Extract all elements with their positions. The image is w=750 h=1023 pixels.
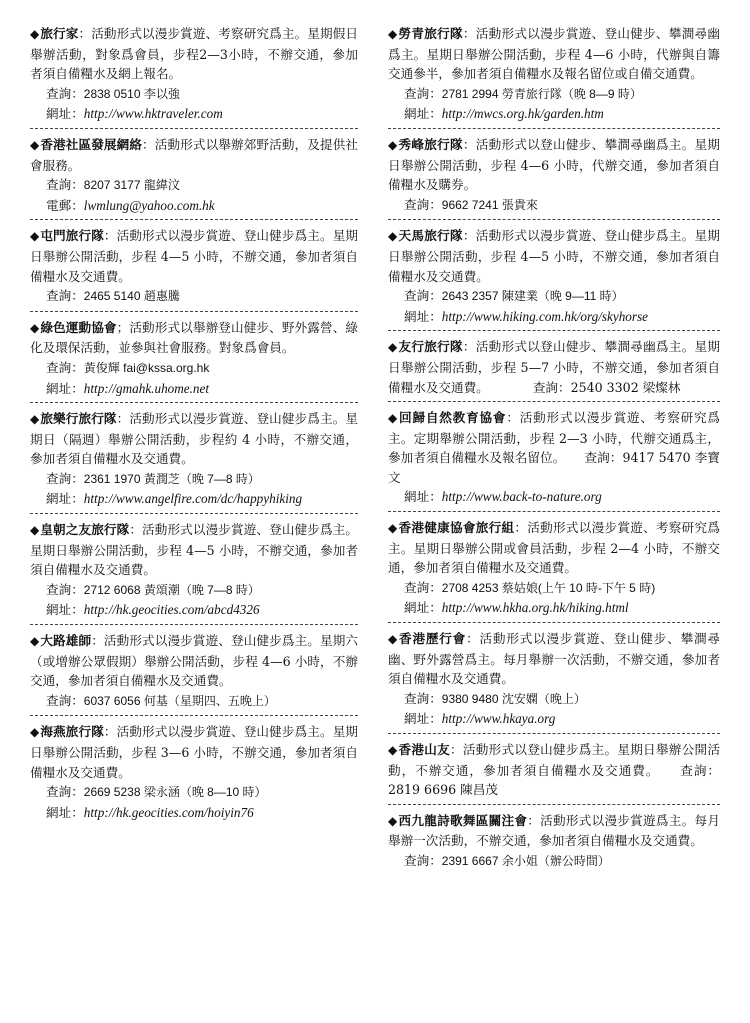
club-description [388, 337, 720, 397]
line-label: 網址： [404, 489, 442, 505]
club-entry [388, 809, 720, 876]
line-label: 網址： [46, 602, 84, 618]
website-link[interactable]: http://www.angelfire.com/dc/happyhiking [83, 491, 303, 507]
diamond-bullet-icon: ◆ [388, 229, 398, 244]
contact-value: 2669 5238 梁永涵（晚 8—10 時） [83, 785, 267, 800]
club-desc-text: ：活動形式以漫步賞遊、登山健步爲主。星期日舉辦公開活動，步程 3—6 小時，不辦交通，參加者須自備糧水及交通費。 [30, 724, 359, 780]
website-line [388, 598, 720, 618]
line-label: 網址： [404, 711, 442, 727]
line-label: 查詢： [46, 85, 84, 101]
club-description [388, 518, 720, 578]
club-description [30, 226, 358, 286]
club-description [30, 722, 358, 782]
contact-value: 2465 5140 趙惠騰 [83, 289, 180, 304]
line-label: 網址： [404, 600, 442, 616]
club-description [30, 520, 358, 580]
enquiry-line [388, 195, 720, 216]
club-name: 回歸自然教育協會 [398, 410, 507, 426]
club-desc-text: ：活動形式以漫步賞遊、登山健步爲主。星期日舉辦公開活動，步程 4—5 小時，不辦交通，參加者須自備糧水及交通費。 [388, 228, 721, 284]
diamond-bullet-icon: ◆ [388, 813, 398, 828]
website-line [388, 104, 720, 124]
enquiry-line [30, 469, 358, 490]
club-name: 海燕旅行隊 [40, 724, 104, 740]
line-label: 網址： [46, 106, 84, 122]
website-link[interactable]: http://gmahk.uhome.net [83, 380, 210, 396]
website-line [30, 600, 358, 620]
club-entry [30, 518, 358, 625]
club-description [388, 24, 720, 84]
club-description [30, 631, 358, 691]
diamond-bullet-icon: ◆ [388, 137, 398, 152]
club-entry [388, 406, 720, 512]
line-label: 查詢： [46, 288, 84, 304]
diamond-bullet-icon: ◆ [30, 137, 40, 152]
club-entry [30, 629, 358, 716]
diamond-bullet-icon: ◆ [30, 634, 40, 649]
club-name: 綠色運動協會 [40, 319, 117, 335]
diamond-bullet-icon: ◆ [30, 412, 40, 427]
line-label: 查詢： [404, 579, 442, 595]
diamond-bullet-icon: ◆ [388, 632, 398, 647]
website-line [30, 489, 358, 509]
club-name: 西九龍詩歌舞區關注會 [398, 812, 528, 828]
line-label: 查詢： [404, 85, 442, 101]
club-entry [30, 407, 358, 514]
club-desc-text: ：活動形式以漫步賞遊、登山健步爲主。星期日（隔週）舉辦公開活動，步程約 4 小時，不辦交通，參加者須自備糧水及交通費。 [30, 411, 359, 467]
enquiry-line [388, 851, 720, 872]
club-desc-text: ：活動形式以登山健步、攀澗尋幽爲主。星期日舉辦公開活動，步程 4—6 小時，代辦交通，參加者須自備糧水及購券。 [388, 136, 721, 193]
enquiry-line [388, 578, 720, 599]
website-line [30, 803, 358, 823]
line-label: 查詢： [46, 359, 84, 375]
club-name: 香港歷行會 [398, 631, 467, 647]
club-entry [388, 133, 720, 220]
club-name: 香港健康協會旅行組 [398, 520, 515, 536]
club-entry [30, 720, 358, 826]
contact-value: 2781 2994 勞青旅行隊（晚 8—9 時） [441, 86, 642, 101]
contact-value: 6037 6056 何基（星期四、五晚上） [83, 693, 276, 708]
website-link[interactable]: http://www.hkha.org.hk/hiking.html [441, 600, 629, 616]
enquiry-line [30, 782, 358, 803]
left-column [30, 22, 358, 830]
contact-value: 黃俊輝 fai@kssa.org.hk [83, 360, 210, 375]
club-name: 秀峰旅行隊 [398, 136, 463, 152]
enquiry-line [388, 84, 720, 105]
club-name: 天馬旅行隊 [398, 228, 463, 244]
club-description [388, 740, 720, 800]
contact-value: 2838 0510 李以強 [83, 86, 180, 101]
website-link[interactable]: http://www.hiking.com.hk/org/skyhorse [441, 308, 648, 324]
club-entry [388, 335, 720, 402]
club-name: 皇朝之友旅行隊 [40, 522, 130, 538]
enquiry-line [30, 580, 358, 601]
club-description [30, 409, 358, 469]
website-link[interactable]: http://www.hkaya.org [441, 711, 556, 727]
line-label: 查詢： [404, 690, 442, 706]
club-desc-text: ：活動形式以漫步賞遊、考察研究爲主。星期假日舉辦活動，對象爲會員，步程2—3小時，不辦交通，參加者須自備糧水及網上報名。 [30, 26, 359, 82]
club-description [388, 408, 720, 487]
club-entry [388, 22, 720, 129]
club-entry [30, 22, 358, 129]
club-desc-text: ：活動形式以登山健步爲主。星期日舉辦公開活動，不辦交通，參加者須自備糧水及交通費。 查詢：2819 6696 陳昌茂 [388, 742, 721, 798]
contact-value: 9662 7241 張貴來 [441, 197, 538, 212]
club-entry [30, 316, 358, 403]
club-description [388, 226, 720, 286]
diamond-bullet-icon: ◆ [388, 411, 398, 426]
website-link[interactable]: http://www.back-to-nature.org [441, 489, 602, 505]
club-description [388, 629, 720, 689]
line-label: 網址： [46, 491, 84, 507]
line-label: 網址： [404, 308, 442, 324]
club-description [30, 135, 358, 175]
club-desc-text: ：活動形式以漫步賞遊、考察研究爲主。定期舉辦公開活動，步程 2—3 小時，代辦交通爲主，參加者須自備糧水及報名留位。 查詢：9417 5470 李寶文 [388, 410, 721, 485]
line-label: 網址： [46, 380, 84, 396]
website-line [388, 307, 720, 327]
contact-value: 9380 9480 沈安嫻（晚上） [441, 691, 586, 706]
enquiry-line [388, 286, 720, 307]
diamond-bullet-icon: ◆ [30, 27, 40, 41]
club-desc-text: ：活動形式以漫步賞遊、登山健步爲主。星期日舉辦公開活動，步程 4—5 小時，不辦交通，參加者須自備糧水及交通費。 [30, 522, 359, 578]
website-line [30, 104, 358, 124]
line-label: 查詢： [46, 470, 84, 486]
contact-value: 2361 1970 黃潤芝（晚 7—8 時） [83, 471, 260, 486]
club-description [388, 811, 720, 851]
website-line [30, 379, 358, 399]
contact-value: 8207 3177 龍緯汶 [83, 178, 180, 193]
diamond-bullet-icon: ◆ [388, 521, 398, 536]
diamond-bullet-icon: ◆ [30, 523, 40, 538]
line-label: 查詢： [404, 852, 442, 868]
club-desc-text: ：活動形式以漫步賞遊爲主。每月舉辦一次活動，不辦交通，參加者須自備糧水及交通費。 [388, 812, 721, 849]
website-link[interactable]: http://mwcs.org.hk/garden.htm [441, 106, 604, 122]
club-desc-text: ：活動形式以登山健步、攀澗尋幽爲主。星期日舉辦公開活動，步程 5—7 小時，不辦交通，參加者須自備糧水及交通費。 查詢：2540 3302 梁燦林 [388, 339, 721, 395]
club-name: 勞青旅行隊 [398, 26, 463, 41]
line-label: 查詢： [404, 196, 442, 212]
club-entry [388, 224, 720, 331]
enquiry-line [30, 286, 358, 307]
club-description [30, 24, 358, 84]
website-line [388, 487, 720, 507]
club-desc-text: ：活動形式以漫步賞遊、登山健步爲主。星期日舉辦公開活動，步程 4—5 小時，不辦交通，參加者須自備糧水及交通費。 [30, 228, 359, 284]
diamond-bullet-icon: ◆ [388, 27, 398, 41]
website-link[interactable]: http://www.hktraveler.com [83, 106, 223, 122]
club-desc-text: ：活動形式以漫步賞遊、登山健步、攀澗尋幽爲主。星期日舉辦公開活動，步程 4—6 小時，代辦與自籌交通參半，參加者須自備糧水及報名留位或自備交通費。 [388, 26, 721, 82]
club-entry [388, 516, 720, 623]
club-name: 友行旅行隊 [398, 339, 463, 355]
diamond-bullet-icon: ◆ [388, 340, 398, 355]
diamond-bullet-icon: ◆ [30, 725, 40, 740]
club-entry [388, 738, 720, 805]
club-name: 香港山友 [398, 742, 450, 757]
club-entry [30, 133, 358, 220]
club-name: 屯門旅行隊 [40, 228, 104, 244]
contact-value: 2712 6068 黃頌潮（晚 7—8 時） [83, 582, 260, 597]
line-label: 查詢： [404, 288, 442, 304]
club-desc-text: ：活動形式以漫步賞遊、登山健步爲主。星期六（或增辦公眾假期）舉辦公開活動，步程 4—6 小時，不辦交通，參加者須自備糧水及交通費。 [30, 633, 359, 689]
enquiry-line [30, 175, 358, 196]
diamond-bullet-icon: ◆ [388, 743, 398, 757]
club-description [388, 135, 720, 195]
line-label: 網址： [404, 106, 442, 122]
club-desc-text: ：活動形式以漫步賞遊、考察研究爲主。星期日舉辦公開或會員活動，步程 2—4 小時，不辦交通，參加者須自備糧水及交通費。 [388, 520, 721, 576]
line-label: 電郵： [46, 197, 84, 213]
club-desc-text: ：活動形式以漫步賞遊、登山健步、攀澗尋幽、野外露營爲主。每月舉辦一次活動，不辦交通，參加者須自備糧水及交通費。 [388, 631, 721, 687]
club-description [30, 318, 358, 358]
diamond-bullet-icon: ◆ [30, 320, 40, 335]
club-name: 大路雄師 [40, 633, 92, 649]
line-label: 查詢： [46, 692, 84, 708]
website-link[interactable]: http://hk.geocities.com/hoiyin76 [83, 804, 254, 820]
club-name: 旅行家 [40, 26, 79, 41]
line-label: 查詢： [46, 177, 84, 193]
diamond-bullet-icon: ◆ [30, 229, 40, 244]
club-name: 旅樂行旅行隊 [40, 411, 117, 427]
website-link[interactable]: lwmlung@yahoo.com.hk [83, 197, 215, 213]
enquiry-line [388, 689, 720, 710]
enquiry-line [30, 691, 358, 712]
website-line [388, 709, 720, 729]
club-desc-text: ：活動形式以舉辦郊野活動，及提供社會服務。 [30, 136, 359, 173]
right-column [388, 22, 720, 880]
club-name: 香港社區發展網絡 [40, 136, 143, 152]
enquiry-line [30, 84, 358, 105]
club-desc-text: ；活動形式以舉辦登山健步、野外露營、綠化及環保活動，並參與社會服務。對象爲會員。 [30, 319, 359, 356]
club-entry [30, 224, 358, 311]
club-entry [388, 627, 720, 734]
website-line [30, 196, 358, 216]
contact-value: 2643 2357 陳建業（晚 9—11 時） [441, 289, 624, 304]
enquiry-line [30, 358, 358, 379]
line-label: 查詢： [46, 581, 84, 597]
contact-value: 2391 6667 余小姐（辦公時間） [441, 853, 610, 868]
contact-value: 2708 4253 蔡姑娘(上午 10 時-下午 5 時) [441, 580, 656, 595]
website-link[interactable]: http://hk.geocities.com/abcd4326 [83, 602, 260, 618]
line-label: 查詢： [46, 784, 84, 800]
line-label: 網址： [46, 804, 84, 820]
